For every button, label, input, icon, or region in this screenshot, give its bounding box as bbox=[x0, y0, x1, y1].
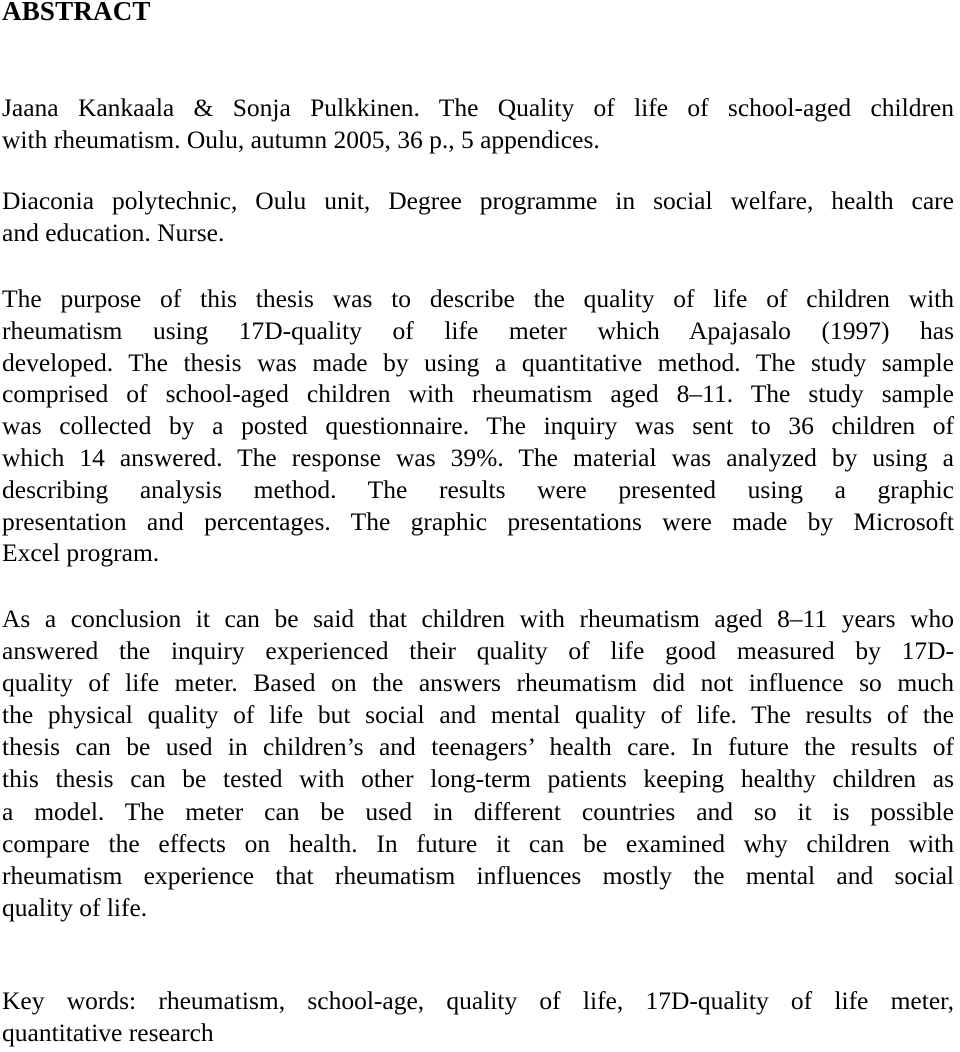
conclusion-line-5: thesis can be used in children’s and teenagers’ health care. In future the results of bbox=[2, 732, 954, 762]
conclusion-line-6: this thesis can be tested with other long-term patients keeping healthy children as bbox=[2, 764, 954, 794]
author-citation-line-1: Jaana Kankaala & Sonja Pulkkinen. The Quality of life of school-aged children bbox=[2, 93, 954, 122]
conclusion-line-7: a model. The meter can be used in different countries and so it is possible bbox=[2, 796, 954, 826]
purpose-line-7: describing analysis method. The results were presented using a graphic bbox=[2, 474, 954, 504]
keywords-line-2: quantitative research bbox=[2, 1017, 214, 1047]
institution-paragraph bbox=[2, 185, 954, 248]
purpose-line-6: which 14 answered. The response was 39%. The material was analyzed by using a bbox=[2, 442, 954, 472]
author-citation-line-2: with rheumatism. Oulu, autumn 2005, 36 p., 5 appendices. bbox=[2, 124, 600, 154]
author-citation-paragraph bbox=[2, 92, 954, 155]
purpose-paragraph bbox=[2, 283, 954, 569]
conclusion-line-3: quality of life meter. Based on the answers rheumatism did not influence so much bbox=[2, 668, 954, 698]
purpose-line-1: The purpose of this thesis was to describe the quality of life of children with bbox=[2, 284, 954, 313]
purpose-line-9: Excel program. bbox=[2, 538, 160, 568]
purpose-line-3: developed. The thesis was made by using a quantitative method. The study sample bbox=[2, 347, 954, 377]
institution-line-1: Diaconia polytechnic, Oulu unit, Degree programme in social welfare, health care bbox=[2, 186, 954, 215]
conclusion-line-1: As a conclusion it can be said that children with rheumatism aged 8–11 years who bbox=[2, 604, 954, 633]
purpose-line-8: presentation and percentages. The graphic presentations were made by Microsoft bbox=[2, 506, 954, 536]
conclusion-line-4: the physical quality of life but social and mental quality of life. The results of the bbox=[2, 700, 954, 730]
purpose-line-5: was collected by a posted questionnaire. The inquiry was sent to 36 children of bbox=[2, 411, 954, 441]
abstract-heading: ABSTRACT bbox=[2, 0, 151, 26]
conclusion-line-2: answered the inquiry experienced their quality of life good measured by 17D- bbox=[2, 636, 954, 666]
keywords-line-1: Key words: rheumatism, school-age, quality of life, 17D-quality of life meter, bbox=[2, 986, 954, 1015]
keywords-paragraph bbox=[2, 985, 954, 1048]
institution-line-2: and education. Nurse. bbox=[2, 217, 225, 247]
conclusion-line-9: rheumatism experience that rheumatism influences mostly the mental and social bbox=[2, 860, 954, 890]
purpose-line-4: comprised of school-aged children with rheumatism aged 8–11. The study sample bbox=[2, 379, 954, 409]
purpose-line-2: rheumatism using 17D-quality of life meter which Apajasalo (1997) has bbox=[2, 315, 954, 345]
conclusion-line-10: quality of life. bbox=[2, 892, 148, 922]
conclusion-paragraph bbox=[2, 603, 954, 924]
conclusion-line-8: compare the effects on health. In future it can be examined why children with bbox=[2, 828, 954, 858]
